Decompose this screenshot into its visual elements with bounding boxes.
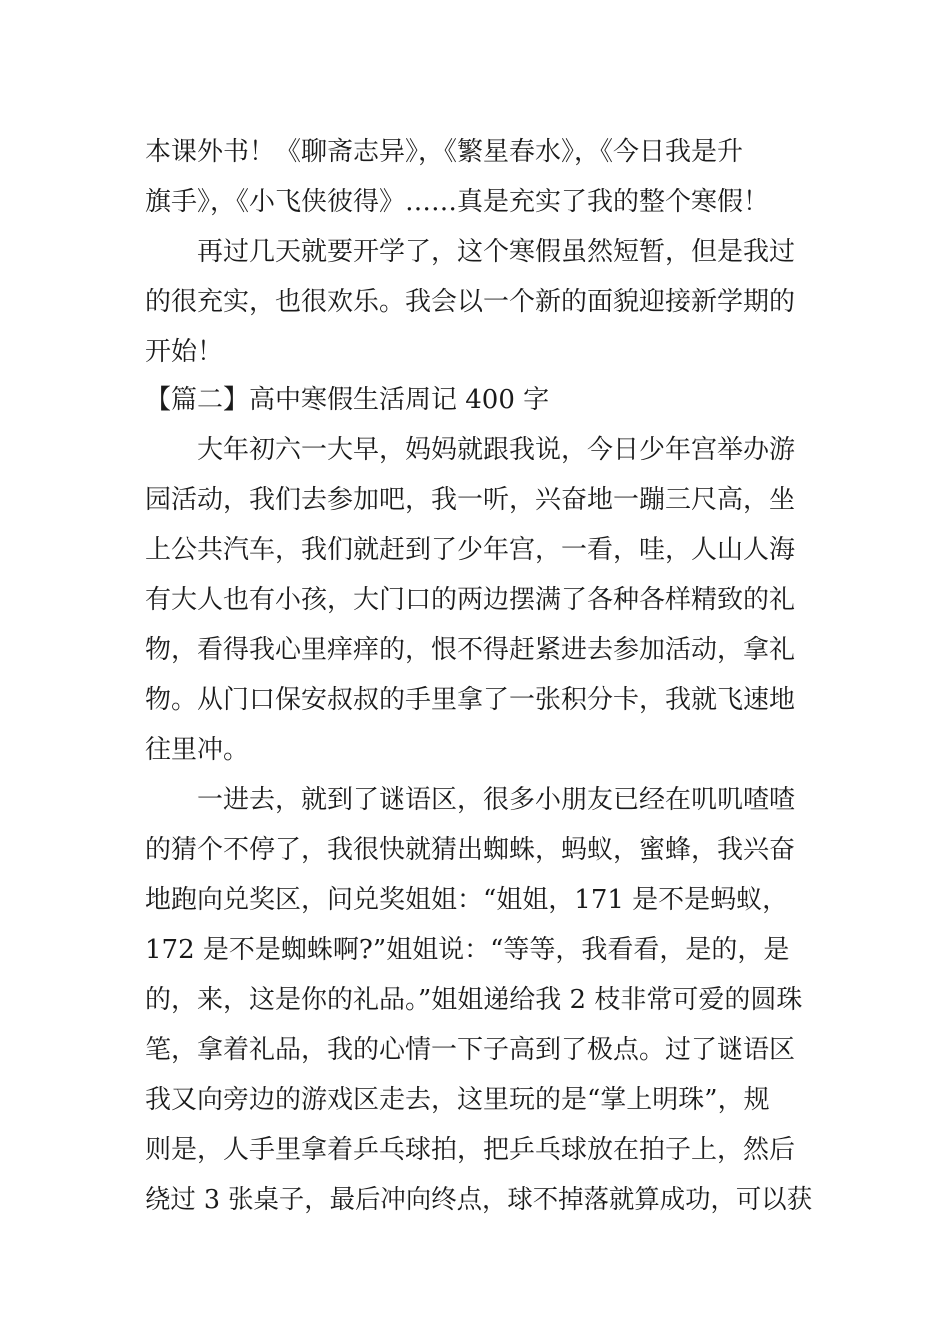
text-line: 则是，人手里拿着乒乓球拍，把乒乓球放在拍子上，然后 xyxy=(145,1135,796,1165)
section-heading: 【篇二】高中寒假生活周记 400 字 xyxy=(145,385,550,415)
text-line: 物。从门口保安叔叔的手里拿了一张积分卡，我就飞速地 xyxy=(145,685,796,715)
text-line: 172 是不是蜘蛛啊?”姐姐说：“等等，我看看，是的，是 xyxy=(145,935,790,965)
text-line: 的，来，这是你的礼品。”姐姐递给我 2 枝非常可爱的圆珠 xyxy=(145,985,803,1015)
text-line: 的猜个不停了，我很快就猜出蜘蛛，蚂蚁，蜜蜂，我兴奋 xyxy=(145,835,796,865)
text-line: 地跑向兑奖区，问兑奖姐姐：“姐姐，171 是不是蚂蚁， xyxy=(145,885,789,915)
text-line: 的很充实，也很欢乐。我会以一个新的面貌迎接新学期的 xyxy=(145,287,796,317)
paragraph-first-line: 大年初六一大早，妈妈就跟我说，今日少年宫举办游 xyxy=(197,435,796,465)
text-line: 园活动，我们去参加吧，我一听，兴奋地一蹦三尺高，坐 xyxy=(145,485,796,515)
text-line: 有大人也有小孩，大门口的两边摆满了各种各样精致的礼 xyxy=(145,585,796,615)
text-line: 我又向旁边的游戏区走去，这里玩的是“掌上明珠”，规 xyxy=(145,1085,770,1115)
text-line: 笔，拿着礼品，我的心情一下子高到了极点。过了谜语区 xyxy=(145,1035,796,1065)
text-line: 本课外书！《聊斋志异》，《繁星春水》，《今日我是升 xyxy=(145,137,744,167)
text-line: 上公共汽车，我们就赶到了少年宫，一看，哇，人山人海 xyxy=(145,535,796,565)
text-line: 绕过 3 张桌子，最后冲向终点，球不掉落就算成功，可以获 xyxy=(145,1185,813,1215)
text-line: 往里冲。 xyxy=(145,735,250,765)
paragraph-first-line: 一进去，就到了谜语区，很多小朋友已经在叽叽喳喳 xyxy=(197,785,796,815)
text-line: 物，看得我心里痒痒的，恨不得赶紧进去参加活动，拿礼 xyxy=(145,635,796,665)
text-line: 开始！ xyxy=(145,337,224,367)
paragraph-first-line: 再过几天就要开学了，这个寒假虽然短暂，但是我过 xyxy=(197,237,796,267)
text-line: 旗手》，《小飞侠彼得》……真是充实了我的整个寒假！ xyxy=(145,187,770,217)
